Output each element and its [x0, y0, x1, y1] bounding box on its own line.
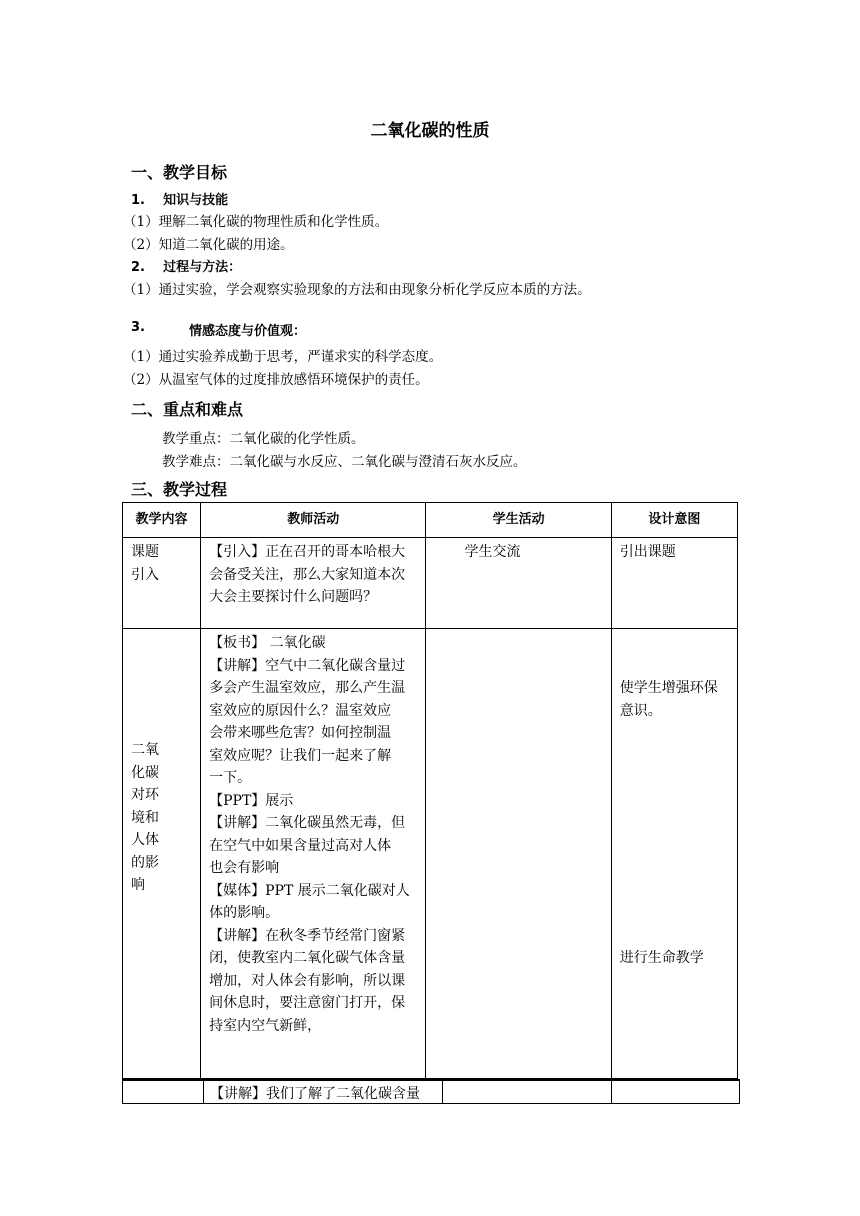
teacher-line: 会备受关注，那么大家知道本次 [209, 566, 406, 583]
content-line: 人体 [131, 832, 159, 848]
subheading-attitude: 情感态度与价值观： [189, 324, 307, 339]
content-line: 响 [131, 877, 145, 893]
teacher-line: 【引入】正在召开的哥本哈根大 [209, 544, 406, 560]
teacher-line: 室效应呢？让我们一起来了解 [209, 747, 392, 764]
teacher-cell [201, 538, 426, 629]
objective-line: （1）通过实验，学会观察实验现象的方法和由现象分析化学反应本质的方法。 [123, 282, 591, 298]
header-teacher: 教师活动 [201, 503, 426, 538]
content-line: 引入 [131, 566, 159, 583]
teacher-line: 在空气中如果含量过高对人体 [209, 837, 392, 854]
teacher-line: 体的影响。 [209, 905, 280, 921]
teacher-line: 间休息时，要注意窗门打开，保 [209, 995, 406, 1011]
teacher-line: 【媒体】PPT 展示二氧化碳对人 [209, 882, 410, 899]
header-content: 教学内容 [123, 503, 201, 538]
objective-line: （2）知道二氧化碳的用途。 [123, 237, 294, 253]
content-line: 二氧 [131, 742, 159, 758]
student-text [426, 629, 610, 632]
header-student: 学生活动 [426, 503, 611, 538]
table-continuation-row [122, 1079, 740, 1104]
lesson-table [122, 502, 738, 1079]
header-intent: 设计意图 [611, 503, 737, 538]
table-row [123, 629, 738, 1079]
student-text: 学生交流 [464, 544, 521, 560]
table-row [123, 538, 738, 629]
teacher-line: 闭，使教室内二氧化碳气体含量 [209, 950, 406, 966]
teacher-line: 【讲解】空气中二氧化碳含量过 [209, 657, 406, 674]
objective-line: （1）理解二氧化碳的物理性质和化学性质。 [123, 214, 389, 230]
intent-cell [611, 629, 737, 1079]
subheading-knowledge: 1. 知识与技能 [131, 193, 229, 208]
objective-line: （2）从温室气体的过度排放感悟环境保护的责任。 [123, 372, 429, 388]
section-heading-process: 三、教学过程 [131, 480, 228, 499]
teacher-line: 【PPT】展示 [209, 792, 294, 809]
teacher-line: 也会有影响 [209, 860, 280, 876]
teacher-line: 多会产生温室效应，那么产生温 [209, 680, 406, 696]
teacher-line: 室效应的原因什么？温室效应 [209, 702, 392, 719]
teacher-line: 增加，对人体会有影响，所以课 [209, 972, 406, 989]
column-divider [442, 1081, 443, 1103]
intent-text: 引出课题 [619, 544, 676, 560]
intent-line: 意识。 [619, 702, 662, 719]
teacher-line: 一下。 [209, 770, 252, 786]
table-header-row [123, 503, 738, 538]
subheading-attitude-number: 3. [131, 320, 145, 335]
keypoint-line: 教学难点：二氧化碳与水反应、二氧化碳与澄清石灰水反应。 [162, 454, 527, 470]
student-cell [426, 538, 611, 629]
intent-line: 使学生增强环保 [619, 680, 718, 696]
page-title: 二氧化碳的性质 [370, 121, 490, 141]
content-cell [123, 629, 201, 1079]
keypoint-line: 教学重点：二氧化碳的化学性质。 [162, 431, 365, 447]
teacher-line: 会带来哪些危害？如何控制温 [209, 725, 392, 741]
objective-line: （1）通过实验养成勤于思考，严谨求实的科学态度。 [123, 349, 443, 365]
section-heading-keypoints: 二、重点和难点 [131, 400, 244, 419]
teacher-line: 【讲解】在秋冬季节经常门窗紧 [209, 927, 406, 944]
teacher-line: 持室内空气新鲜， [209, 1017, 322, 1034]
teacher-cell [201, 629, 426, 1079]
content-line: 的影 [131, 854, 159, 871]
teacher-line: 【讲解】二氧化碳虽然无毒，但 [209, 815, 406, 831]
content-cell [123, 538, 201, 629]
column-divider [611, 1081, 612, 1103]
teacher-line: 【讲解】我们了解了二氧化碳含量 [210, 1086, 420, 1102]
column-divider [203, 1081, 204, 1103]
section-heading-objectives: 一、教学目标 [131, 163, 228, 182]
intent-text: 进行生命教学 [619, 950, 704, 966]
teacher-line: 【板书】 二氧化碳 [209, 635, 326, 651]
content-line: 课题 [131, 544, 159, 560]
content-line: 对环 [131, 787, 159, 803]
intent-cell [611, 538, 737, 629]
student-cell [426, 629, 611, 1079]
subheading-process: 2. 过程与方法： [131, 260, 242, 275]
content-line: 境和 [131, 809, 159, 826]
teacher-line: 大会主要探讨什么问题吗？ [209, 589, 378, 605]
content-line: 化碳 [131, 764, 159, 781]
